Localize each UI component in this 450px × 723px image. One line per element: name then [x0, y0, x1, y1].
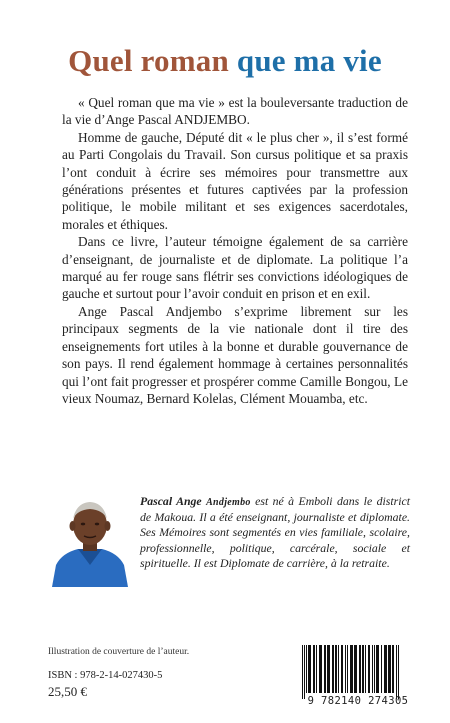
- summary-paragraph-1: « Quel roman que ma vie » est la bouleversante traduction de la vie d’Ange Pascal ANDJEMBO.: [62, 95, 408, 128]
- price: 25,50 €: [48, 684, 87, 699]
- barcode-bar: [350, 645, 353, 693]
- barcode-bar: [306, 645, 307, 693]
- summary-paragraph-3: Dans ce livre, l’auteur témoigne également de sa carrière d’enseignant, de journaliste et de diplomate. La politique l’a marqué au fer rouge sans flétrir ses convictions idéologiques de gauche et surtout pour l’avoir conduit en prison et en exil.: [62, 234, 408, 302]
- barcode-bar: [308, 645, 311, 693]
- barcode-bar: [362, 645, 364, 693]
- author-block: [48, 491, 411, 591]
- barcode-bar: [319, 645, 322, 693]
- barcode-bar: [347, 645, 348, 693]
- summary-paragraph-2: Homme de gauche, Député dit « le plus cher », il s’est formé au Parti Congolais du Travail. Son cursus politique et sa praxis l’ont conduit à écrire ses mémoires pour transmettre aux générations présentes et futures captivées par la profession politique, le mobile militant et ses exigences sacerdotales, morales et éthiques.: [62, 129, 408, 232]
- author-last-name: Andjembo: [206, 497, 251, 508]
- back-cover-summary: [62, 94, 408, 407]
- barcode-bar: [345, 645, 346, 693]
- barcode-bar: [392, 645, 394, 693]
- cover-illustration-credit: Illustration de couverture de l’auteur.: [48, 647, 190, 657]
- barcode-bar: [316, 645, 317, 693]
- barcode-bar: [368, 645, 370, 693]
- barcode-bar: [396, 645, 397, 699]
- barcode-bar: [332, 645, 334, 693]
- author-portrait: [48, 491, 132, 587]
- barcode-bar: [327, 645, 330, 693]
- isbn: ISBN : 978-2-14-027430-5: [48, 670, 163, 681]
- author-bio: [140, 494, 410, 571]
- barcode-bar: [388, 645, 391, 693]
- barcode-bar: [338, 645, 339, 693]
- barcode-bar: [302, 645, 303, 699]
- barcode-bar: [376, 645, 379, 693]
- title-part-2: que ma vie: [236, 43, 382, 78]
- barcode-bar: [335, 645, 337, 693]
- barcode-bar: [374, 645, 375, 693]
- barcode-bar: [365, 645, 366, 693]
- barcode-bar: [313, 645, 315, 693]
- book-title: [0, 43, 450, 79]
- barcode-bar: [324, 645, 326, 693]
- barcode-digits: 9 782140 274305: [307, 695, 409, 707]
- barcode-bar: [304, 645, 305, 699]
- barcode-bar: [359, 645, 361, 693]
- barcode-bar: [381, 645, 382, 693]
- barcode-bar: [384, 645, 387, 693]
- barcode-bar: [372, 645, 373, 693]
- barcode-bar: [354, 645, 357, 693]
- barcode-bar: [341, 645, 343, 693]
- barcode-bar: [398, 645, 399, 699]
- title-part-1: Quel roman: [68, 43, 229, 78]
- author-bio-text: est né à Emboli dans le district de Makoua. Il a été enseignant, journaliste et diplomate. Ses Mémoires sont segmentés en vies familiale, scolaire, professionnelle, politique, carcérale, sociale et spirituelle. Il est Diplomate de carrière, à la retraite.: [140, 494, 411, 570]
- summary-paragraph-4: Ange Pascal Andjembo s’exprime librement sur les principaux segments de la vie nationale dont il tire des enseignements fort utiles à la bonne et durable gouvernance de son pays. Il rend également hommage à certaines personnalités qui l’ont fait progresser et prospérer comme Camille Bongou, Le vieux Noumaz, Bernard Kolelas, Clément Mouamba, etc.: [62, 303, 408, 406]
- author-first-name: Pascal Ange: [140, 494, 202, 508]
